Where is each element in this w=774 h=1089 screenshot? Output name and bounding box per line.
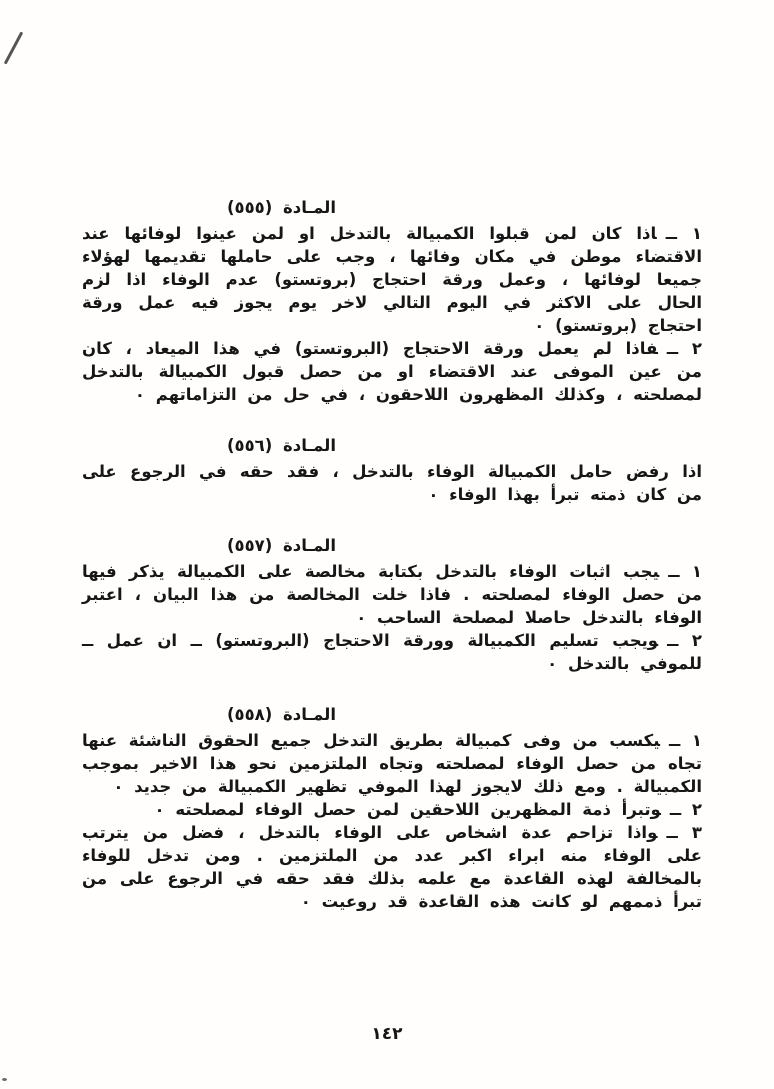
article-555 xyxy=(82,196,702,406)
article-paragraph xyxy=(82,560,702,629)
item-number: ٣ ــ xyxy=(666,823,702,842)
article-paragraph xyxy=(82,798,702,821)
page-number: ١٤٢ xyxy=(371,1024,403,1044)
scan-artifact-top-left xyxy=(4,31,24,64)
article-558 xyxy=(82,703,702,913)
article-paragraph xyxy=(82,629,702,675)
article-556 xyxy=(82,434,702,506)
item-number: ١ ــ xyxy=(665,224,702,243)
article-title: المـادة (٥٥٧) xyxy=(226,536,336,555)
paragraph-text: اذا رفض حامل الكمبيالة الوفاء بالتدخل ، فقد حقه في الرجوع على من كان ذمته تبرأ بهذا الوفاء ٠ xyxy=(82,462,702,504)
paragraph-text: وتبرأ ذمة المظهرين اللاحقين لمن حصل الوفاء لمصلحته ٠ xyxy=(154,800,661,819)
paragraph-text: ويجب تسليم الكمبيالة وورقة الاحتجاج (البروتستو) ــ ان عمل ــ للموفي بالتدخل ٠ xyxy=(82,631,702,673)
article-paragraph xyxy=(82,729,702,798)
paragraph-text: يكسب من وفى كمبيالة بطريق التدخل جميع الحقوق الناشئة عنها تجاه من حصل الوفاء لمصلحته وتجاه الملتزمين نحو هذا الاخير بموجب الكمبيالة . ومع ذلك لايجوز لهذا الموفي تظهير الكمبيالة من جديد ٠ xyxy=(82,731,702,796)
paragraph-text: فاذا لم يعمل ورقة الاحتجاج (البروتستو) في هذا الميعاد ، كان من عين الموفى عند الاقتضاء او من حصل قبول الكمبيالة بالتدخل لمصلحته ، وكذلك المظهرون اللاحقون ، في حل من التزاماتهم ٠ xyxy=(82,339,702,404)
article-title: المـادة (٥٥٨) xyxy=(226,705,336,724)
paragraph-text: اذا كان لمن قبلوا الكمبيالة بالتدخل او لمن عينوا لوفائها عند الاقتضاء موطن في مكان وفائها ، وجب على حاملها تقديمها لهؤلاء جميعا لوفائها ، وعمل ورقة احتجاج (بروتستو) عدم الوفاء اذا لزم الحال على الاكثر في اليوم التالي لاخر يوم يجوز فيه عمل ورقة احتجاج (بروتستو) ٠ xyxy=(82,224,702,335)
article-title: المـادة (٥٥٦) xyxy=(226,436,336,455)
item-number: ١ ــ xyxy=(668,562,702,581)
item-number: ٢ ــ xyxy=(667,631,702,650)
article-557 xyxy=(82,534,702,675)
item-number: ١ ــ xyxy=(668,731,702,750)
paragraph-text: واذا تزاحم عدة اشخاص على الوفاء بالتدخل ، فضل من يترتب على الوفاء منه ابراء اكبر عدد من الملتزمين . ومن تدخل للوفاء بالمخالفة لهذه القاعدة مع علمه بذلك فقد حقه في الرجوع على من تبرأ ذممهم لو كانت هذه القاعدة قد روعيت ٠ xyxy=(82,823,702,911)
article-paragraph xyxy=(82,222,702,337)
item-number: ٢ ــ xyxy=(666,339,702,358)
document-text-block xyxy=(82,196,702,941)
article-paragraph xyxy=(82,337,702,406)
paragraph-text: يجب اثبات الوفاء بالتدخل بكتابة مخالصة على الكمبيالة يذكر فيها من حصل الوفاء لمصلحته . فاذا خلت المخالصة من هذا البيان ، اعتبر الوفاء بالتدخل حاصلا لمصلحة الساحب ٠ xyxy=(82,562,702,627)
item-number: ٢ ــ xyxy=(669,800,702,819)
article-paragraph xyxy=(82,460,702,506)
article-paragraph xyxy=(82,821,702,913)
article-title: المـادة (٥٥٥) xyxy=(226,198,336,217)
scan-artifact-bottom-left xyxy=(2,1078,7,1081)
